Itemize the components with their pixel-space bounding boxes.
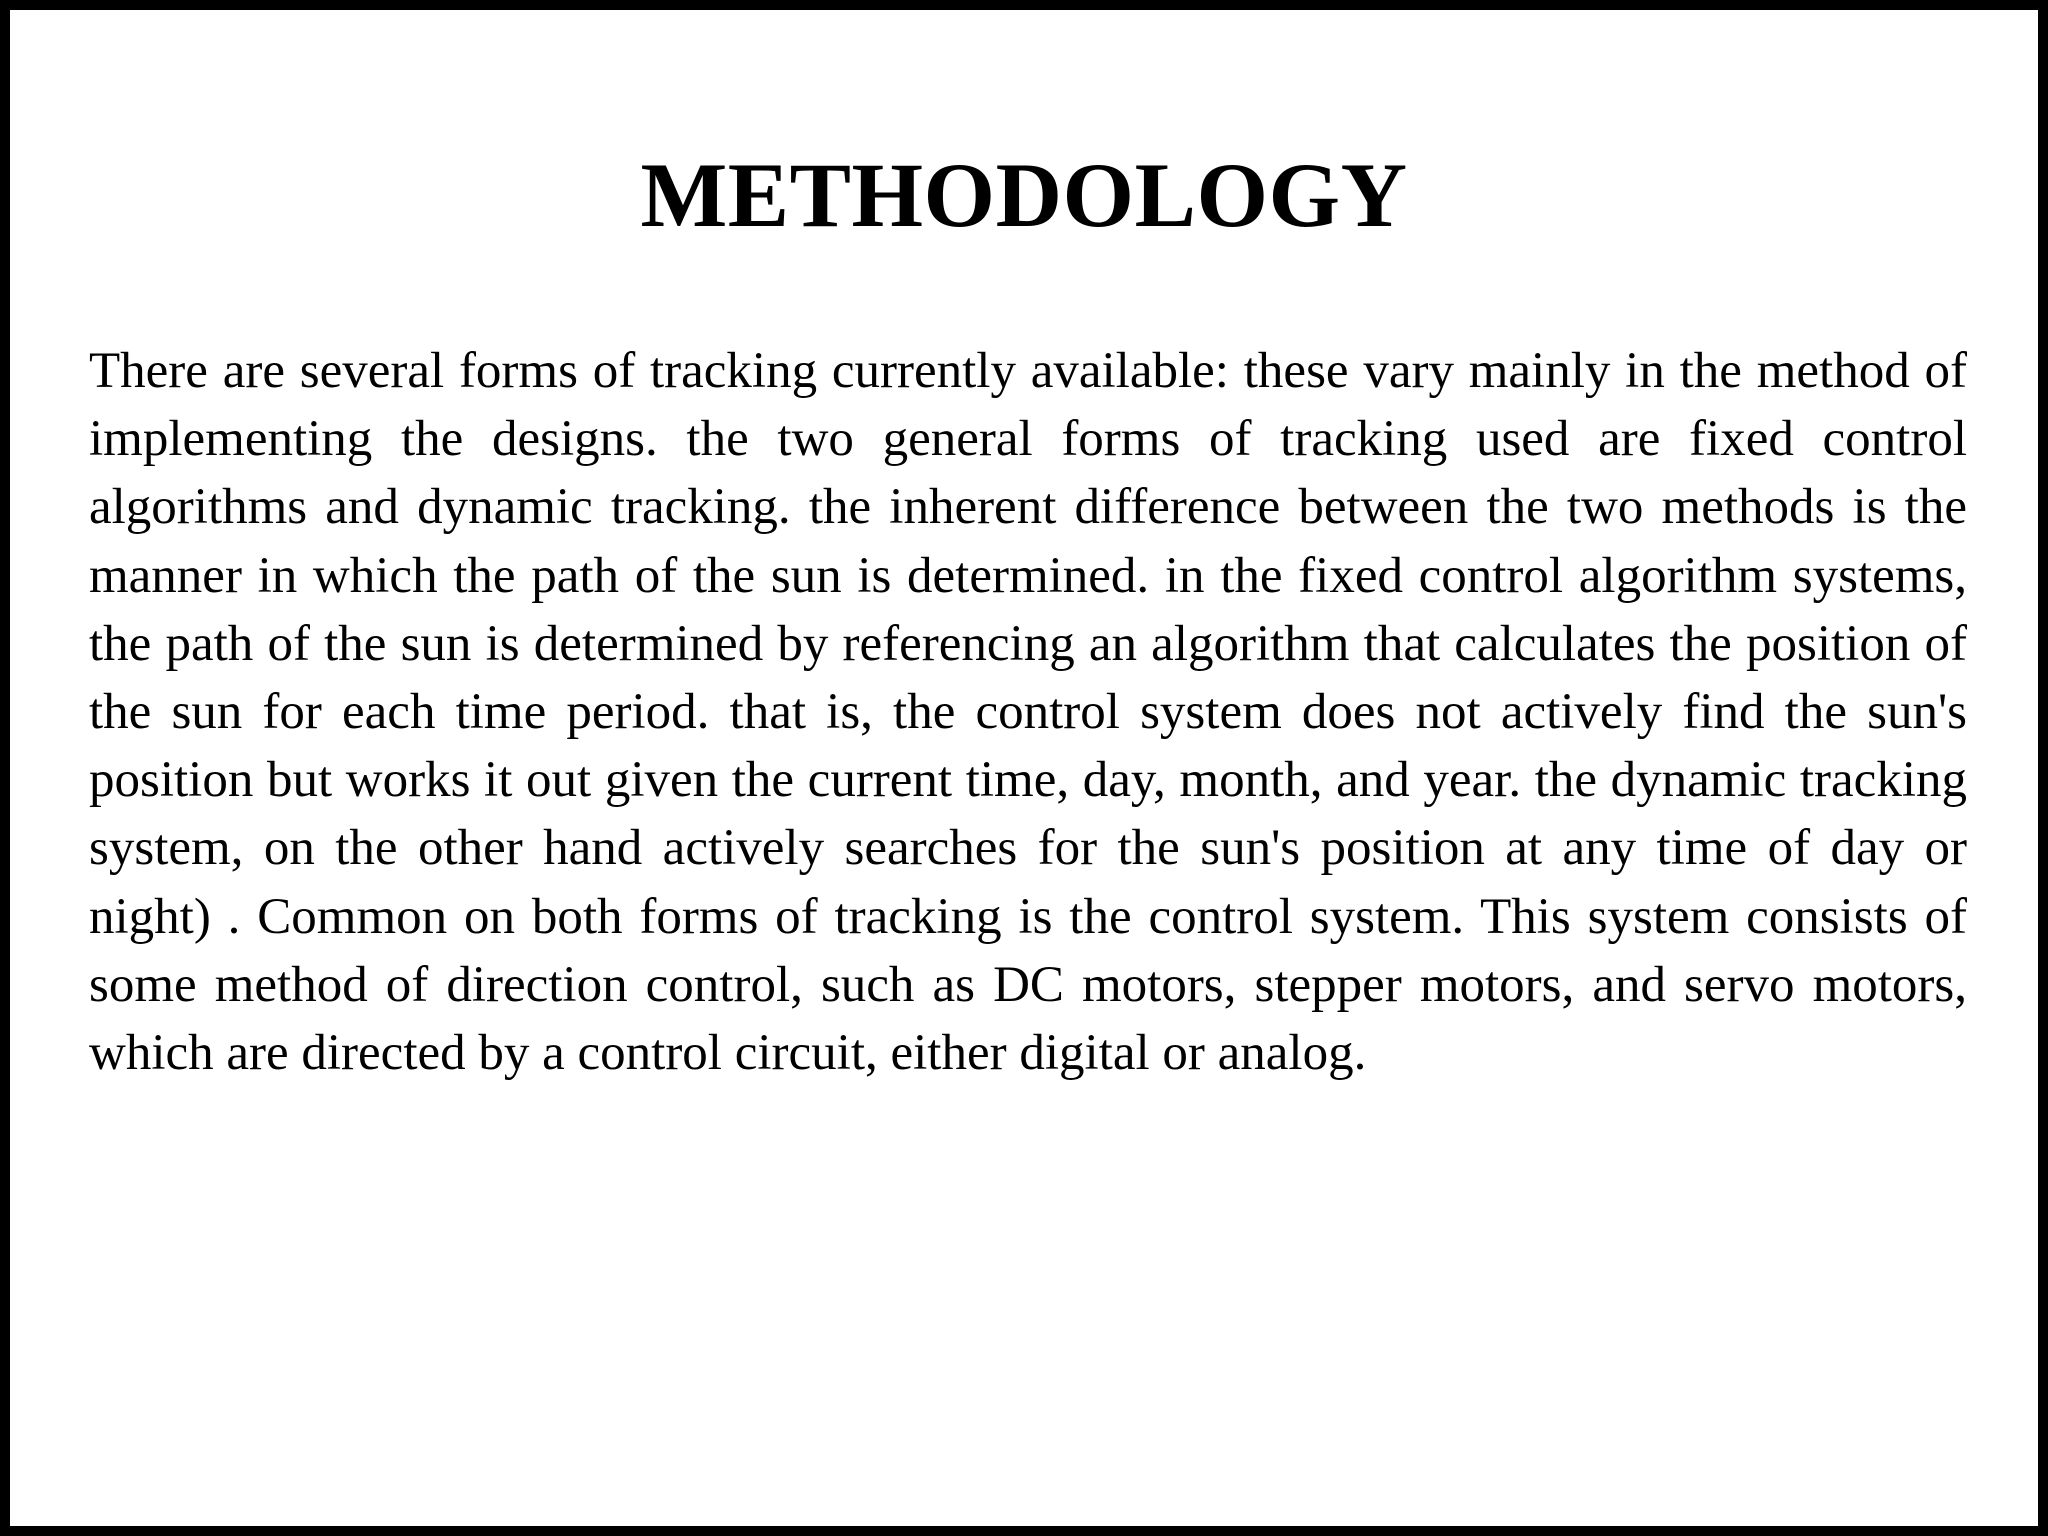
body-paragraph: There are several forms of tracking currently available: these vary mainly in the method of implementing the designs. the two general forms of tracking used are fixed control algorithms and dynamic tracking. the inherent difference between the two methods is the manner in which the path of the sun is determined. in the fixed control algorithm systems, the path of the sun is determined by referencing an algorithm that calculates the position of the sun for each time period. that is, the control system does not actively find the sun's position but works it out given the current time, day, month, and year. the dynamic tracking system, on the other hand actively searches for the sun's position at any time of day or night) . Common on both forms of tracking is the control system. This system consists of some method of direction control, such as DC motors, stepper motors, and servo motors, which are directed by a control circuit, either digital or analog. <box>89 343 1967 1082</box>
page-title: METHODOLOGY <box>640 144 1408 246</box>
